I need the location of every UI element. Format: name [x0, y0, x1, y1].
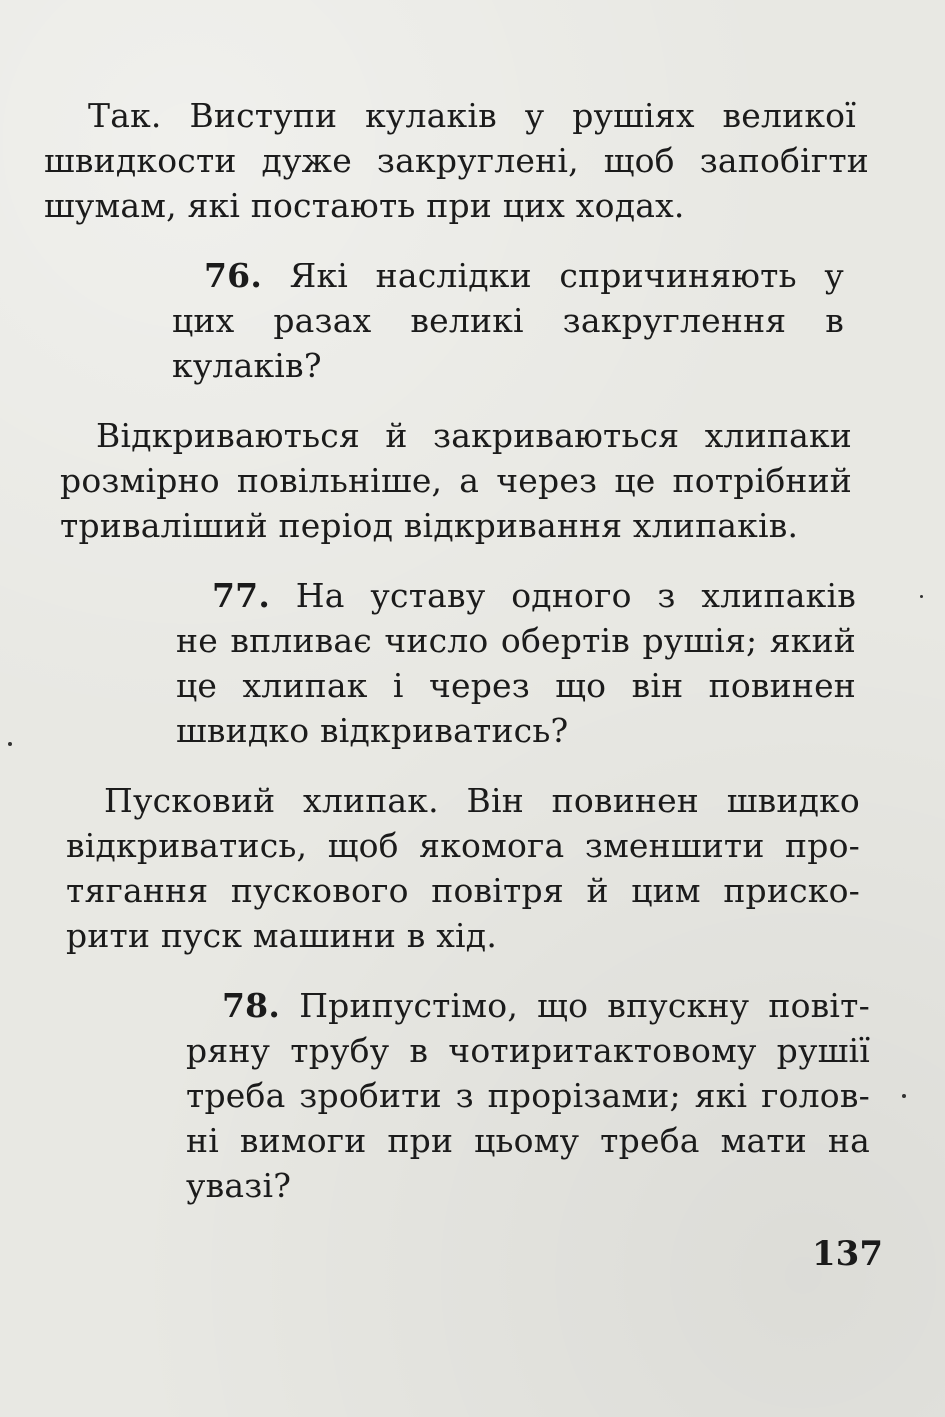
question-first-line	[222, 986, 870, 1026]
text-line: триваліший період відкривання хлипаків.	[60, 506, 799, 545]
question-first-line	[212, 576, 856, 616]
text-line: відкриватись, щоб якомога зменшити про-	[66, 826, 860, 865]
text-line: На уставу одного з хлипаків	[295, 576, 856, 615]
scan-speck	[8, 742, 12, 746]
text-line: шумам, які постають при цих ходах.	[44, 186, 685, 225]
text-line: Припустімо, що впускну повіт-	[299, 986, 870, 1025]
text-line: швидкости дуже закруглені, щоб запобігти	[44, 141, 869, 180]
text-line: треба зробити з прорізами; які голов-	[186, 1076, 870, 1115]
text-line: швидко відкриватись?	[176, 711, 569, 750]
question-number: 77.	[212, 576, 271, 615]
scan-speck	[902, 1094, 906, 1098]
text-line: рити пуск машини в хід.	[66, 916, 498, 955]
text-line: не впливає число обертів рушія; який	[176, 621, 856, 660]
text-line: ні вимоги при цьому треба мати на	[186, 1121, 870, 1160]
question-number: 76.	[204, 256, 263, 295]
text-line: кулаків?	[172, 346, 322, 385]
text-line: розмірно повільніше, а через це потрібний	[60, 461, 852, 500]
text-line: це хлипак і через що він повинен	[176, 666, 856, 705]
text-line: Які наслідки спричиняють у	[289, 256, 844, 295]
text-line: ряну трубу в чотиритактовому рушії	[186, 1031, 870, 1070]
text-line: Пусковий хлипак. Він повинен швидко	[104, 781, 860, 820]
question-number: 78.	[222, 986, 281, 1025]
text-line: тягання пускового повітря й цим приско-	[66, 871, 860, 910]
question-first-line	[204, 256, 844, 296]
text-line: Так. Виступи кулаків у рушіях великої	[88, 96, 856, 135]
text-line: цих разах великі закруглення в	[172, 301, 844, 340]
text-line: Відкриваються й закриваються хлипаки	[96, 416, 852, 455]
scan-speck	[920, 595, 923, 598]
page-number: 137	[812, 1234, 883, 1274]
text-line: увазі?	[186, 1166, 292, 1205]
